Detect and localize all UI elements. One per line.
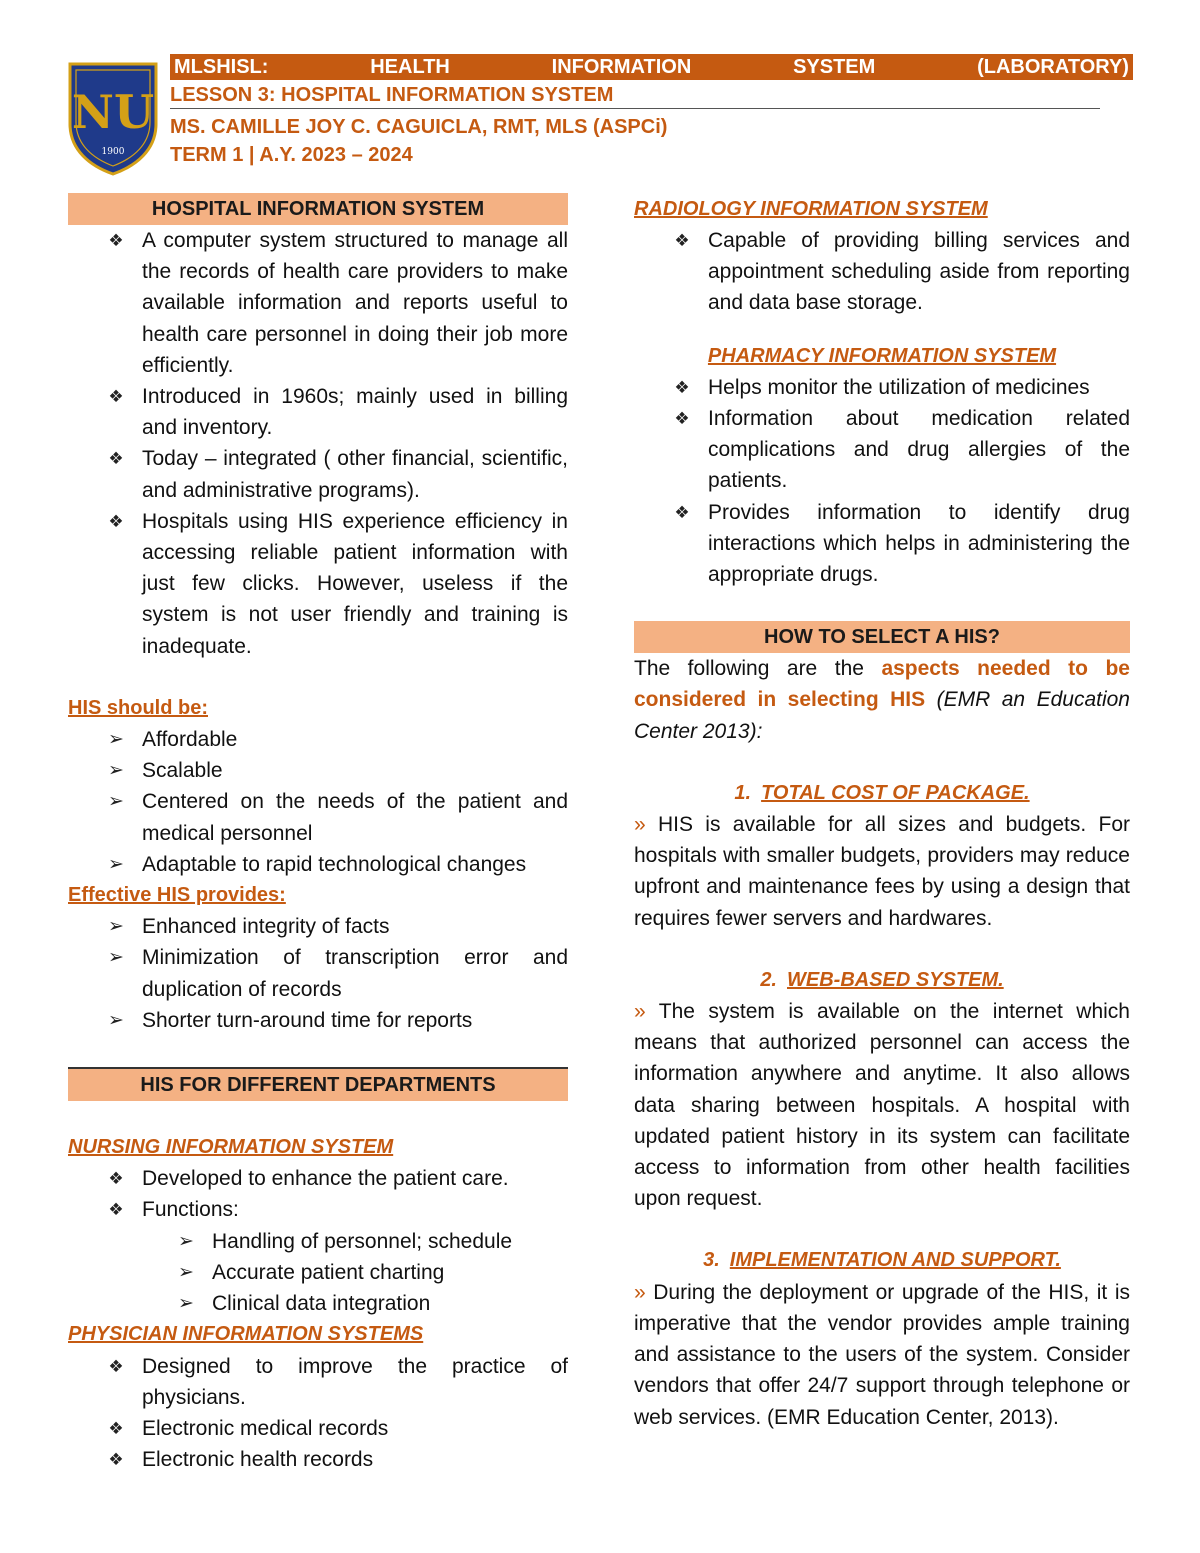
arrow-bullet-icon: ➢	[108, 1009, 124, 1031]
university-seal-logo	[66, 58, 160, 176]
diamond-bullet-icon: ❖	[108, 1169, 124, 1189]
list-item: ➢ Minimization of transcription error and duplication of records	[68, 942, 568, 1004]
logo-letters: NU	[71, 85, 155, 139]
diamond-bullet-icon: ❖	[108, 231, 124, 250]
section-header-his: HOSPITAL INFORMATION SYSTEM	[68, 193, 568, 225]
list-item: ➢ Enhanced integrity of facts	[68, 911, 568, 942]
left-column	[68, 193, 568, 1475]
lesson-title: LESSON 3: HOSPITAL INFORMATION SYSTEM	[170, 82, 1100, 109]
section-header-select-his: HOW TO SELECT A HIS?	[634, 621, 1130, 653]
list-item: ➢ Adaptable to rapid technological changes	[68, 849, 568, 880]
aspect-text: » The system is available on the internet which means that authorized personnel can access the information anywhere and anytime. It also allows data sharing between hospitals. A hospital with updated patient history in its system can facilitate access to information from other health facilities upon request.	[634, 1000, 1130, 1211]
diamond-bullet-icon: ❖	[674, 502, 690, 522]
list-item: ❖ A computer system structured to manage all the records of health care providers to make available information and reports useful to health care personnel in doing their job more efficiently.	[68, 225, 568, 381]
diamond-bullet-icon: ❖	[674, 377, 690, 397]
arrow-bullet-icon: ➢	[178, 1293, 194, 1315]
list-item: ❖ Helps monitor the utilization of medicines	[634, 372, 1130, 403]
course-title-banner	[170, 54, 1133, 80]
list-item: ❖ Provides information to identify drug interactions which helps in administering the appropriate drugs.	[634, 497, 1130, 591]
chevron-marker-icon: »	[634, 1000, 646, 1024]
aspect-heading: 1. TOTAL COST OF PACKAGE.	[734, 781, 1030, 804]
term-label: TERM 1 | A.Y. 2023 – 2024	[170, 144, 413, 166]
instructor-name: MS. CAMILLE JOY C. CAGUICLA, RMT, MLS (ASPCi)	[170, 116, 668, 138]
aspect-heading: 2. WEB-BASED SYSTEM.	[760, 968, 1004, 991]
arrow-bullet-icon: ➢	[108, 791, 124, 813]
physician-info-system-title: PHYSICIAN INFORMATION SYSTEMS	[68, 1323, 424, 1346]
arrow-bullet-icon: ➢	[108, 947, 124, 969]
aspect-text: » HIS is available for all sizes and budgets. For hospitals with smaller budgets, providers may reduce upfront and maintenance fees by using a design that requires fewer servers and hardwares.	[634, 813, 1130, 930]
logo-year: 1900	[101, 147, 125, 157]
diamond-bullet-icon: ❖	[674, 409, 690, 429]
list-item: ➢ Shorter turn-around time for reports	[68, 1005, 568, 1036]
aspect-text: » During the deployment or upgrade of the HIS, it is imperative that the vendor provides ample training and assistance to the users of the system. Consider vendors that offer 24/7 support through telephone or web services. (EMR Education Center, 2013).	[634, 1280, 1130, 1429]
course-word: SYSTEM	[793, 56, 876, 78]
effective-his-label: Effective HIS provides:	[68, 884, 286, 907]
list-item: ➢ Centered on the needs of the patient and medical personnel	[68, 786, 568, 848]
his-should-be-label: HIS should be:	[68, 696, 208, 719]
list-item: ➢ Accurate patient charting	[68, 1257, 568, 1288]
radiology-info-system-title: RADIOLOGY INFORMATION SYSTEM	[634, 198, 988, 220]
arrow-bullet-icon: ➢	[178, 1261, 194, 1283]
his-should-be-list	[68, 724, 568, 880]
list-item: ➢ Affordable	[68, 724, 568, 755]
diamond-bullet-icon: ❖	[108, 387, 124, 407]
list-item: ❖ Introduced in 1960s; mainly used in billing and inventory.	[68, 381, 568, 443]
effective-his-list	[68, 911, 568, 1036]
section-header-departments: HIS FOR DIFFERENT DEPARTMENTS	[68, 1067, 568, 1101]
radiology-list	[634, 225, 1130, 319]
list-item: ❖ Capable of providing billing services and appointment scheduling aside from reporting and data base storage.	[634, 225, 1130, 319]
arrow-bullet-icon: ➢	[108, 729, 124, 751]
diamond-bullet-icon: ❖	[108, 1450, 124, 1470]
nursing-list	[68, 1163, 568, 1319]
course-word: (LABORATORY)	[977, 56, 1129, 78]
pharmacy-list	[634, 372, 1130, 590]
select-his-intro: The following are the aspects needed to be considered in selecting HIS (EMR an Education Center 2013):	[634, 657, 1130, 743]
aspects-highlight: aspects needed to be considered in selecting HIS	[634, 657, 1130, 712]
chevron-marker-icon: »	[634, 813, 646, 837]
list-item: ➢ Scalable	[68, 755, 568, 786]
arrow-bullet-icon: ➢	[178, 1230, 194, 1252]
list-item: ➢ Handling of personnel; schedule	[68, 1226, 568, 1257]
diamond-bullet-icon: ❖	[108, 1418, 124, 1438]
list-item: ❖ Hospitals using HIS experience efficiency in accessing reliable patient information with just few clicks. However, useless if the system is not user friendly and training is inadequate.	[68, 506, 568, 662]
his-bullet-list	[68, 225, 568, 662]
course-word: MLSHISL:	[174, 56, 269, 78]
chevron-marker-icon: »	[634, 1280, 646, 1304]
diamond-bullet-icon: ❖	[674, 231, 690, 250]
list-item: ❖ Developed to enhance the patient care.	[68, 1163, 568, 1194]
nursing-info-system-title: NURSING INFORMATION SYSTEM	[68, 1136, 394, 1159]
list-item: ❖ Functions:	[68, 1194, 568, 1225]
list-item: ❖ Electronic medical records	[68, 1413, 568, 1444]
diamond-bullet-icon: ❖	[108, 1356, 124, 1376]
arrow-bullet-icon: ➢	[108, 760, 124, 782]
arrow-bullet-icon: ➢	[108, 853, 124, 875]
list-item: ❖ Today – integrated ( other financial, scientific, and administrative programs).	[68, 443, 568, 505]
aspect-heading: 3. IMPLEMENTATION AND SUPPORT.	[703, 1249, 1061, 1272]
course-word: INFORMATION	[551, 56, 692, 78]
list-item: ❖ Electronic health records	[68, 1444, 568, 1475]
course-word: HEALTH	[370, 56, 450, 78]
physician-list	[68, 1351, 568, 1476]
list-item: ➢ Clinical data integration	[68, 1288, 568, 1319]
pharmacy-info-system-title: PHARMACY INFORMATION SYSTEM	[707, 344, 1057, 367]
list-item: ❖ Information about medication related complications and drug allergies of the patients.	[634, 403, 1130, 497]
list-item: ❖ Designed to improve the practice of physicians.	[68, 1351, 568, 1413]
diamond-bullet-icon: ❖	[108, 1200, 124, 1220]
arrow-bullet-icon: ➢	[108, 916, 124, 938]
diamond-bullet-icon: ❖	[108, 511, 124, 531]
right-column	[634, 193, 1130, 1433]
diamond-bullet-icon: ❖	[108, 449, 124, 469]
